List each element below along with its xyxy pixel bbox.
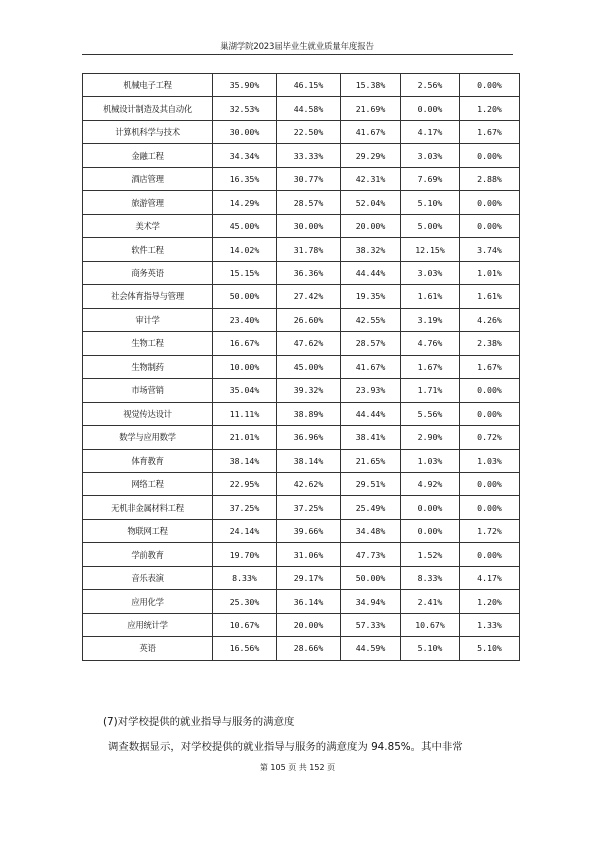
percentage-cell: 1.72% bbox=[460, 519, 520, 542]
percentage-cell: 21.65% bbox=[341, 449, 401, 472]
percentage-cell: 45.00% bbox=[277, 355, 341, 378]
percentage-cell: 50.00% bbox=[213, 285, 277, 308]
percentage-cell: 31.06% bbox=[277, 543, 341, 566]
table-row bbox=[83, 120, 520, 143]
percentage-cell: 0.00% bbox=[460, 74, 520, 97]
percentage-cell: 38.32% bbox=[341, 238, 401, 261]
table-row bbox=[83, 214, 520, 237]
major-name-cell: 酒店管理 bbox=[83, 167, 213, 190]
percentage-cell: 39.32% bbox=[277, 379, 341, 402]
table-row bbox=[83, 590, 520, 613]
percentage-cell: 1.01% bbox=[460, 261, 520, 284]
percentage-cell: 37.25% bbox=[213, 496, 277, 519]
table-row bbox=[83, 637, 520, 660]
percentage-cell: 22.50% bbox=[277, 120, 341, 143]
percentage-cell: 1.33% bbox=[460, 613, 520, 636]
percentage-cell: 34.48% bbox=[341, 519, 401, 542]
percentage-cell: 2.90% bbox=[401, 426, 460, 449]
major-name-cell: 体育教育 bbox=[83, 449, 213, 472]
percentage-cell: 42.62% bbox=[277, 472, 341, 495]
table-row bbox=[83, 167, 520, 190]
percentage-cell: 31.78% bbox=[277, 238, 341, 261]
percentage-cell: 26.60% bbox=[277, 308, 341, 331]
percentage-cell: 25.49% bbox=[341, 496, 401, 519]
percentage-cell: 29.51% bbox=[341, 472, 401, 495]
major-name-cell: 应用统计学 bbox=[83, 613, 213, 636]
major-name-cell: 音乐表演 bbox=[83, 566, 213, 589]
percentage-cell: 44.58% bbox=[277, 97, 341, 120]
percentage-cell: 19.70% bbox=[213, 543, 277, 566]
percentage-cell: 35.90% bbox=[213, 74, 277, 97]
percentage-cell: 30.00% bbox=[213, 120, 277, 143]
percentage-cell: 44.44% bbox=[341, 261, 401, 284]
table-row bbox=[83, 261, 520, 284]
table-row bbox=[83, 191, 520, 214]
percentage-cell: 5.00% bbox=[401, 214, 460, 237]
percentage-cell: 38.89% bbox=[277, 402, 341, 425]
percentage-cell: 1.67% bbox=[460, 355, 520, 378]
percentage-cell: 47.73% bbox=[341, 543, 401, 566]
percentage-cell: 34.94% bbox=[341, 590, 401, 613]
percentage-cell: 0.00% bbox=[460, 543, 520, 566]
percentage-cell: 3.03% bbox=[401, 144, 460, 167]
percentage-cell: 4.92% bbox=[401, 472, 460, 495]
percentage-cell: 44.44% bbox=[341, 402, 401, 425]
major-name-cell: 审计学 bbox=[83, 308, 213, 331]
percentage-cell: 1.20% bbox=[460, 97, 520, 120]
table-row bbox=[83, 238, 520, 261]
major-name-cell: 商务英语 bbox=[83, 261, 213, 284]
major-name-cell: 机械设计制造及其自动化 bbox=[83, 97, 213, 120]
section-heading: (7)对学校提供的就业指导与服务的满意度 bbox=[103, 716, 295, 728]
percentage-cell: 36.96% bbox=[277, 426, 341, 449]
table-row bbox=[83, 97, 520, 120]
percentage-cell: 32.53% bbox=[213, 97, 277, 120]
percentage-cell: 8.33% bbox=[401, 566, 460, 589]
percentage-cell: 25.30% bbox=[213, 590, 277, 613]
major-name-cell: 计算机科学与技术 bbox=[83, 120, 213, 143]
table-row bbox=[83, 144, 520, 167]
percentage-cell: 35.04% bbox=[213, 379, 277, 402]
percentage-cell: 34.34% bbox=[213, 144, 277, 167]
major-name-cell: 市场营销 bbox=[83, 379, 213, 402]
percentage-cell: 4.76% bbox=[401, 332, 460, 355]
percentage-cell: 41.67% bbox=[341, 120, 401, 143]
percentage-cell: 1.20% bbox=[460, 590, 520, 613]
major-name-cell: 旅游管理 bbox=[83, 191, 213, 214]
percentage-cell: 46.15% bbox=[277, 74, 341, 97]
percentage-cell: 23.93% bbox=[341, 379, 401, 402]
table-row bbox=[83, 449, 520, 472]
percentage-cell: 44.59% bbox=[341, 637, 401, 660]
percentage-cell: 37.25% bbox=[277, 496, 341, 519]
table-row bbox=[83, 308, 520, 331]
percentage-cell: 36.36% bbox=[277, 261, 341, 284]
percentage-cell: 1.03% bbox=[401, 449, 460, 472]
percentage-cell: 16.56% bbox=[213, 637, 277, 660]
percentage-cell: 2.88% bbox=[460, 167, 520, 190]
percentage-cell: 2.38% bbox=[460, 332, 520, 355]
percentage-cell: 20.00% bbox=[341, 214, 401, 237]
percentage-cell: 29.17% bbox=[277, 566, 341, 589]
major-name-cell: 美术学 bbox=[83, 214, 213, 237]
header-divider bbox=[82, 54, 513, 55]
body-paragraph: 调查数据显示，对学校提供的就业指导与服务的满意度为 94.85%。其中非常 bbox=[108, 741, 463, 753]
percentage-cell: 41.67% bbox=[341, 355, 401, 378]
percentage-cell: 4.17% bbox=[460, 566, 520, 589]
percentage-cell: 21.01% bbox=[213, 426, 277, 449]
percentage-cell: 2.56% bbox=[401, 74, 460, 97]
percentage-cell: 30.77% bbox=[277, 167, 341, 190]
percentage-cell: 50.00% bbox=[341, 566, 401, 589]
percentage-cell: 10.00% bbox=[213, 355, 277, 378]
percentage-cell: 42.31% bbox=[341, 167, 401, 190]
percentage-cell: 3.03% bbox=[401, 261, 460, 284]
percentage-cell: 11.11% bbox=[213, 402, 277, 425]
percentage-cell: 38.14% bbox=[277, 449, 341, 472]
table-row bbox=[83, 426, 520, 449]
table-row bbox=[83, 285, 520, 308]
percentage-cell: 23.40% bbox=[213, 308, 277, 331]
percentage-cell: 21.69% bbox=[341, 97, 401, 120]
percentage-cell: 42.55% bbox=[341, 308, 401, 331]
percentage-cell: 38.41% bbox=[341, 426, 401, 449]
major-name-cell: 金融工程 bbox=[83, 144, 213, 167]
percentage-cell: 39.66% bbox=[277, 519, 341, 542]
percentage-cell: 27.42% bbox=[277, 285, 341, 308]
percentage-cell: 8.33% bbox=[213, 566, 277, 589]
percentage-cell: 0.00% bbox=[460, 144, 520, 167]
table-row bbox=[83, 519, 520, 542]
percentage-cell: 0.00% bbox=[401, 519, 460, 542]
percentage-cell: 47.62% bbox=[277, 332, 341, 355]
percentage-cell: 15.38% bbox=[341, 74, 401, 97]
major-name-cell: 机械电子工程 bbox=[83, 74, 213, 97]
percentage-cell: 38.14% bbox=[213, 449, 277, 472]
percentage-cell: 10.67% bbox=[401, 613, 460, 636]
major-name-cell: 数学与应用数学 bbox=[83, 426, 213, 449]
percentage-cell: 0.00% bbox=[401, 496, 460, 519]
table-row bbox=[83, 355, 520, 378]
percentage-cell: 5.10% bbox=[460, 637, 520, 660]
percentage-cell: 16.67% bbox=[213, 332, 277, 355]
percentage-cell: 0.00% bbox=[401, 97, 460, 120]
percentage-cell: 1.03% bbox=[460, 449, 520, 472]
percentage-cell: 1.71% bbox=[401, 379, 460, 402]
page-footer: 第 105 页 共 152 页 bbox=[259, 763, 336, 772]
percentage-cell: 30.00% bbox=[277, 214, 341, 237]
percentage-cell: 28.66% bbox=[277, 637, 341, 660]
satisfaction-table bbox=[82, 73, 520, 661]
table-row bbox=[83, 402, 520, 425]
percentage-cell: 0.00% bbox=[460, 402, 520, 425]
major-name-cell: 英语 bbox=[83, 637, 213, 660]
table-row bbox=[83, 613, 520, 636]
major-name-cell: 应用化学 bbox=[83, 590, 213, 613]
percentage-cell: 19.35% bbox=[341, 285, 401, 308]
percentage-cell: 52.04% bbox=[341, 191, 401, 214]
table-row bbox=[83, 566, 520, 589]
percentage-cell: 1.67% bbox=[401, 355, 460, 378]
percentage-cell: 57.33% bbox=[341, 613, 401, 636]
percentage-cell: 15.15% bbox=[213, 261, 277, 284]
major-name-cell: 学前教育 bbox=[83, 543, 213, 566]
major-name-cell: 视觉传达设计 bbox=[83, 402, 213, 425]
percentage-cell: 7.69% bbox=[401, 167, 460, 190]
percentage-cell: 0.72% bbox=[460, 426, 520, 449]
percentage-cell: 5.56% bbox=[401, 402, 460, 425]
major-name-cell: 无机非金属材料工程 bbox=[83, 496, 213, 519]
major-name-cell: 软件工程 bbox=[83, 238, 213, 261]
table-row bbox=[83, 472, 520, 495]
percentage-cell: 1.61% bbox=[460, 285, 520, 308]
percentage-cell: 16.35% bbox=[213, 167, 277, 190]
running-header: 巢湖学院2023届毕业生就业质量年度报告 bbox=[220, 42, 374, 52]
table-row bbox=[83, 379, 520, 402]
percentage-cell: 10.67% bbox=[213, 613, 277, 636]
percentage-cell: 29.29% bbox=[341, 144, 401, 167]
percentage-cell: 24.14% bbox=[213, 519, 277, 542]
percentage-cell: 28.57% bbox=[341, 332, 401, 355]
percentage-cell: 14.29% bbox=[213, 191, 277, 214]
percentage-cell: 12.15% bbox=[401, 238, 460, 261]
percentage-cell: 4.26% bbox=[460, 308, 520, 331]
table-row bbox=[83, 74, 520, 97]
percentage-cell: 0.00% bbox=[460, 472, 520, 495]
percentage-cell: 33.33% bbox=[277, 144, 341, 167]
percentage-cell: 28.57% bbox=[277, 191, 341, 214]
percentage-cell: 3.19% bbox=[401, 308, 460, 331]
major-name-cell: 物联网工程 bbox=[83, 519, 213, 542]
percentage-cell: 14.02% bbox=[213, 238, 277, 261]
percentage-cell: 5.10% bbox=[401, 191, 460, 214]
major-name-cell: 生物制药 bbox=[83, 355, 213, 378]
percentage-cell: 2.41% bbox=[401, 590, 460, 613]
percentage-cell: 1.52% bbox=[401, 543, 460, 566]
major-name-cell: 社会体育指导与管理 bbox=[83, 285, 213, 308]
table-row bbox=[83, 496, 520, 519]
percentage-cell: 45.00% bbox=[213, 214, 277, 237]
percentage-cell: 20.00% bbox=[277, 613, 341, 636]
percentage-cell: 3.74% bbox=[460, 238, 520, 261]
table-row bbox=[83, 332, 520, 355]
percentage-cell: 1.61% bbox=[401, 285, 460, 308]
percentage-cell: 5.10% bbox=[401, 637, 460, 660]
percentage-cell: 0.00% bbox=[460, 191, 520, 214]
percentage-cell: 0.00% bbox=[460, 379, 520, 402]
major-name-cell: 生物工程 bbox=[83, 332, 213, 355]
table-row bbox=[83, 543, 520, 566]
major-name-cell: 网络工程 bbox=[83, 472, 213, 495]
percentage-cell: 1.67% bbox=[460, 120, 520, 143]
percentage-cell: 0.00% bbox=[460, 496, 520, 519]
percentage-cell: 36.14% bbox=[277, 590, 341, 613]
percentage-cell: 4.17% bbox=[401, 120, 460, 143]
percentage-cell: 0.00% bbox=[460, 214, 520, 237]
percentage-cell: 22.95% bbox=[213, 472, 277, 495]
